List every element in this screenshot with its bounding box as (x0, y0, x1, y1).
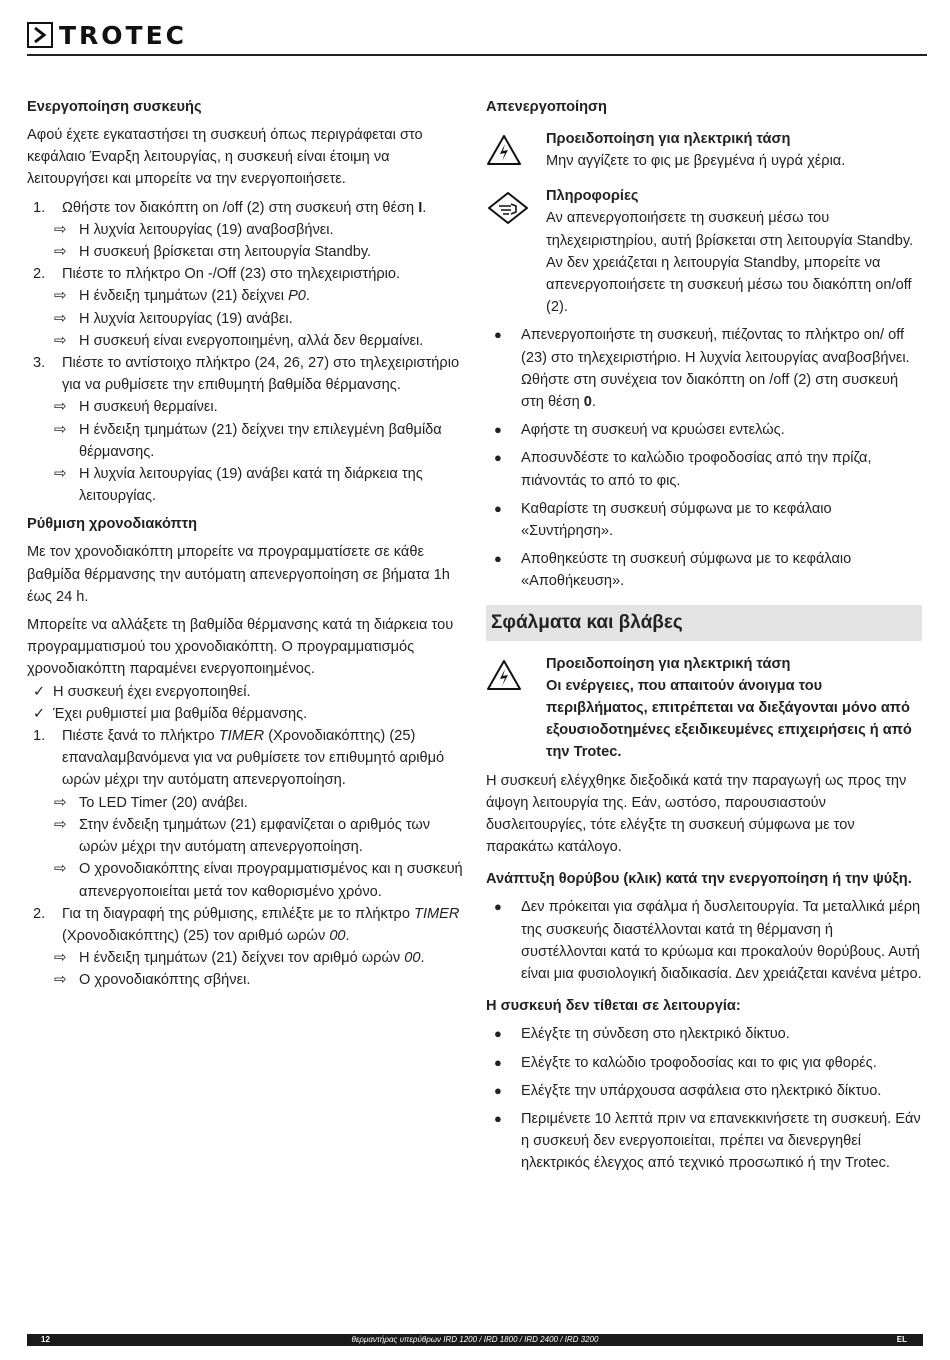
step-text (62, 725, 464, 792)
step-number: 2. (33, 905, 46, 922)
result-text-part: Η ένδειξη τμημάτων (21) δείχνει τον αριθμό ωρών (79, 950, 405, 967)
bullet-text: Αποσυνδέστε το καλώδιο τροφοδοσίας από την πρίζα, πιάνοντάς το από το φις. (521, 450, 872, 489)
bullet-text: Δεν πρόκειται για σφάλμα ή δυσλειτουργία. Τα μεταλλικά μέρη της συσκευής διαστέλλονται κατά τη θέρμανση ή συστέλλονται κατά το κρύωμα και προκαλούν θορύβους. Αυτή είναι μια φυσιολογική διαδικασία. Δεν χρειάζεται κανένα μέτρο. (521, 899, 922, 983)
chevron-right-icon (27, 22, 53, 48)
result-text: Η συσκευή βρίσκεται στη λειτουργία Standby. (79, 244, 372, 261)
bullet-item (486, 548, 922, 592)
footer-title: θερμαντήρας υπερύθρων IRD 1200 / IRD 1800 / IRD 2400 / IRD 3200 (351, 1335, 599, 1344)
result-text-italic: 00 (404, 950, 421, 967)
check-icon: ✓ (33, 705, 46, 722)
bullet-text: Καθαρίστε τη συσκευή σύμφωνα με το κεφάλαιο «Συντήρηση». (521, 500, 832, 540)
bullet-text: Ελέγξτε την υπάρχουσα ασφάλεια στο ηλεκτρικό δίκτυο. (521, 1082, 882, 1099)
bullet-text-bold: 0 (583, 394, 592, 411)
warning-notice (486, 653, 922, 764)
result-text (79, 285, 464, 307)
bullet-text: Αποθηκεύστε τη συσκευή σύμφωνα με το κεφάλαιο «Αποθήκευση». (521, 551, 852, 590)
section-title-switch-on: Ενεργοποίηση συσκευής (27, 99, 202, 115)
electric-warning-icon (486, 653, 546, 764)
warning-title: Προειδοποίηση για ηλεκτρική τάση (546, 131, 791, 147)
bullet-icon: ● (494, 422, 502, 438)
bullet-icon: ● (494, 1026, 502, 1042)
arrow-right-icon: ⇨ (54, 949, 67, 967)
paragraph: Αφού έχετε εγκαταστήσει τη συσκευή όπως περιγράφεται στο κεφάλαιο Έναρξη λειτουργίας, η συσκευή είναι έτοιμη να λειτουργήσει και μπορείτε να την ενεργοποιήσετε. (27, 127, 423, 188)
precondition-item (27, 681, 464, 703)
result-item (27, 814, 464, 858)
step-text-italic: 00 (329, 927, 346, 944)
warning-notice (486, 128, 922, 173)
step-number: 1. (33, 728, 46, 745)
result-item (27, 241, 464, 263)
brand-logo (27, 20, 187, 50)
warning-title: Προειδοποίηση για ηλεκτρική τάση (546, 655, 791, 672)
arrow-right-icon: ⇨ (54, 815, 67, 833)
info-text: Αν απενεργοποιήσετε τη συσκευή μέσω του τηλεχειριστηρίου, αυτή βρίσκεται στη λειτουργία Standby. Αν δεν χρειάζεται η λειτουργία Standby, μπορείτε να απενεργοποιήσετε τη συσκευή μέσω του διακόπτη on/off (2). (546, 210, 914, 316)
paragraph: Με τον χρονοδιακόπτη μπορείτε να προγραμματίσετε σε κάθε βαθμίδα θέρμανσης την αυτόματη απενεργοποίηση σε βήματα 1h έως 24 h. (27, 544, 450, 605)
chapter-heading: Σφάλματα και βλάβες (486, 605, 922, 641)
result-text-end: . (420, 950, 425, 967)
brand-name: TROTEC (59, 20, 188, 50)
result-item (27, 330, 464, 352)
left-column (27, 96, 464, 992)
step-text-bold: I (418, 199, 423, 216)
page-number: 12 (41, 1335, 50, 1344)
step-text-part: Πιέστε ξανά το πλήκτρο (62, 728, 219, 745)
bullet-icon: ● (494, 1082, 502, 1098)
step-text-part: (Χρονοδιακόπτης) (25) επαναλαμβανόμενα για να ρυθμίσετε τον επιθυμητό αριθμό ωρών μέχρι την αυτόματη απενεργοποίηση. (62, 728, 445, 789)
arrow-right-icon: ⇨ (54, 793, 67, 811)
info-hand-icon (486, 185, 546, 318)
result-item (27, 947, 464, 969)
step-text-italic: TIMER (218, 728, 265, 745)
result-text: Το LED Timer (20) ανάβει. (79, 794, 248, 811)
result-text: Η συσκευή είναι ενεργοποιημένη, αλλά δεν θερμαίνει. (79, 332, 424, 349)
bullet-text: Αφήστε τη συσκευή να κρυώσει εντελώς. (521, 422, 785, 439)
result-item (27, 463, 464, 507)
bullet-item (486, 447, 922, 491)
step-number: 2. (33, 266, 46, 283)
bullet-item (486, 896, 922, 985)
result-item (27, 969, 464, 991)
bullet-icon: ● (494, 327, 502, 343)
bullet-icon: ● (494, 1110, 502, 1126)
bullet-icon: ● (494, 450, 502, 466)
warning-body (546, 128, 922, 173)
bullet-text (521, 324, 922, 413)
check-icon: ✓ (33, 683, 46, 700)
electric-warning-icon (486, 128, 546, 173)
bullet-item (486, 1108, 922, 1175)
bullet-item (486, 1023, 922, 1045)
result-text (79, 947, 464, 969)
result-text: Η λυχνία λειτουργίας (19) ανάβει. (79, 310, 293, 327)
bullet-text-part: Απενεργοποιήστε τη συσκευή, πιέζοντας το πλήκτρο on/ off (23) στο τηλεχειριστήριο. Η λυχνία λειτουργίας αναβοσβήνει. Ωθήστε στη συνέχεια τον διακόπτη on /off (2) στη συσκευή στη θέση (521, 327, 910, 411)
result-item (27, 396, 464, 418)
arrow-right-icon: ⇨ (54, 398, 67, 416)
result-text-end: . (305, 288, 310, 305)
step-text-part: (Χρονοδιακόπτης) (25) τον αριθμό ωρών (62, 927, 330, 944)
section-title-switch-off: Απενεργοποίηση (486, 99, 607, 115)
step-text-end: . (345, 927, 350, 944)
arrow-right-icon: ⇨ (54, 331, 67, 349)
result-item (27, 419, 464, 463)
result-text: Η λυχνία λειτουργίας (19) αναβοσβήνει. (79, 221, 334, 238)
info-notice (486, 185, 922, 318)
result-item (27, 285, 464, 307)
result-text: Ο χρονοδιακόπτης είναι προγραμματισμένος και η συσκευή απενεργοποιείται μετά τον καθορισμένο χρόνο. (79, 861, 463, 900)
bullet-icon: ● (494, 500, 502, 516)
step-item (27, 725, 464, 792)
step-text: Πιέστε το πλήκτρο On -/Off (23) στο τηλεχειριστήριο. (62, 266, 401, 283)
result-text: Στην ένδειξη τμημάτων (21) εμφανίζεται ο αριθμός των ωρών μέχρι την αυτόματη απενεργοποίηση. (79, 816, 431, 856)
bullet-icon: ● (494, 1054, 502, 1070)
info-title: Πληροφορίες (546, 188, 639, 205)
result-text-italic: P0 (288, 288, 306, 305)
step-item (27, 197, 464, 219)
result-text-part: Η ένδειξη τμημάτων (21) δείχνει (79, 288, 289, 305)
arrow-right-icon: ⇨ (54, 309, 67, 327)
bullet-item (486, 419, 922, 441)
result-text: Η ένδειξη τμημάτων (21) δείχνει την επιλεγμένη βαθμίδα θέρμανσης. (79, 421, 442, 460)
step-item (27, 263, 464, 285)
page-header (27, 20, 927, 52)
arrow-right-icon: ⇨ (54, 860, 67, 878)
arrow-right-icon: ⇨ (54, 220, 67, 238)
arrow-right-icon: ⇨ (54, 287, 67, 305)
bullet-icon: ● (494, 899, 502, 915)
step-text-part: Για τη διαγραφή της ρύθμισης, επιλέξτε με το πλήκτρο (62, 905, 415, 922)
bullet-text: Ελέγξτε το καλώδιο τροφοδοσίας και το φις για φθορές. (521, 1054, 877, 1071)
subsection-title-noise: Ανάπτυξη θορύβου (κλικ) κατά την ενεργοποίηση ή την ψύξη. (486, 871, 912, 888)
arrow-right-icon: ⇨ (54, 420, 67, 438)
bullet-item (486, 498, 922, 542)
bullet-text-end: . (591, 394, 596, 411)
section-title-timer: Ρύθμιση χρονοδιακόπτη (27, 516, 198, 533)
step-text (62, 903, 464, 947)
precondition-text: Η συσκευή έχει ενεργοποιηθεί. (53, 683, 251, 700)
header-divider (27, 54, 927, 56)
step-text (62, 197, 464, 219)
info-body (546, 185, 922, 318)
result-item (27, 792, 464, 814)
bullet-text: Περιμένετε 10 λεπτά πριν να επανεκκινήσετε τη συσκευή. Εάν η συσκευή δεν ενεργοποιείται, πρέπει να διενεργηθεί ηλεκτρικός έλεγχος από τεχνικό προσωπικό ή την Trotec. (521, 1110, 921, 1172)
result-item (27, 219, 464, 241)
result-item (27, 308, 464, 330)
result-item (27, 858, 464, 902)
right-column (486, 96, 922, 1181)
precondition-text: Έχει ρυθμιστεί μια βαθμίδα θέρμανσης. (53, 705, 308, 722)
step-item (27, 903, 464, 947)
result-text: Η συσκευή θερμαίνει. (79, 399, 218, 416)
step-item (27, 352, 464, 396)
step-number: 1. (33, 199, 46, 216)
bullet-item (486, 1052, 922, 1074)
bullet-item (486, 1080, 922, 1102)
result-text: Η λυχνία λειτουργίας (19) ανάβει κατά τη διάρκεια της λειτουργίας. (79, 466, 423, 505)
paragraph: Μπορείτε να αλλάξετε τη βαθμίδα θέρμανσης κατά τη διάρκεια του προγραμματισμού του χρονοδιακόπτη. Ο προγραμματισμός χρονοδιακόπτη παραμένει ενεργοποιημένος. (27, 617, 454, 678)
bullet-icon: ● (494, 551, 502, 567)
step-text: Πιέστε το αντίστοιχο πλήκτρο (24, 26, 27) στο τηλεχειριστήριο για να ρυθμίσετε την επιθυμητή βαθμίδα θέρμανσης. (62, 355, 460, 394)
paragraph: Η συσκευή ελέγχθηκε διεξοδικά κατά την παραγωγή ως προς την άψογη λειτουργία της. Εάν, ωστόσο, παρουσιαστούν δυσλειτουργίες, τότε ελέγξτε τη συσκευή σύμφωνα με τον παρακάτω κατάλογο. (486, 772, 907, 856)
warning-body (546, 653, 922, 764)
step-text-part: Ωθήστε τον διακόπτη on /off (2) στη συσκευή στη θέση (62, 199, 419, 216)
step-number: 3. (33, 355, 46, 372)
arrow-right-icon: ⇨ (54, 465, 67, 483)
precondition-item (27, 703, 464, 725)
warning-text: Μην αγγίζετε το φις με βρεγμένα ή υγρά χέρια. (546, 153, 846, 170)
subsection-title-no-start: Η συσκευή δεν τίθεται σε λειτουργία: (486, 998, 741, 1015)
arrow-right-icon: ⇨ (54, 243, 67, 261)
arrow-right-icon: ⇨ (54, 971, 67, 989)
page-footer (27, 1334, 923, 1346)
language-code: EL (896, 1335, 907, 1344)
bullet-text: Ελέγξτε τη σύνδεση στο ηλεκτρικό δίκτυο. (521, 1026, 790, 1043)
bullet-item (486, 324, 922, 413)
result-text: Ο χρονοδιακόπτης σβήνει. (79, 972, 251, 989)
warning-text: Οι ενέργειες, που απαιτούν άνοιγμα του περιβλήματος, επιτρέπεται να διεξάγονται μόνο από εξουσιοδοτημένες εξειδικευμένες επιχειρήσεις ή από την Trotec. (546, 677, 912, 761)
step-text-italic: TIMER (414, 905, 460, 922)
step-text-end: . (422, 199, 427, 216)
